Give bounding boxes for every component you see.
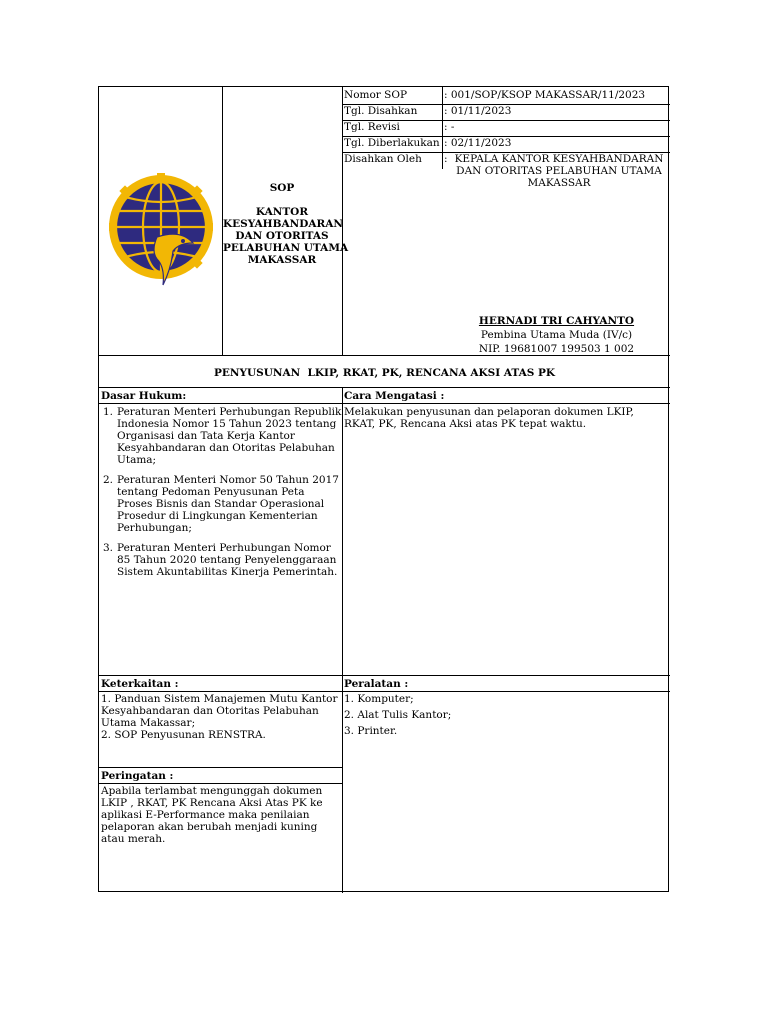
keterkaitan-line: 2. SOP Penyusunan RENSTRA. [101, 729, 266, 741]
peralatan-item: 3. Printer. [344, 725, 398, 737]
field-label-tgl-diberlakukan: Tgl. Diberlakukan [344, 137, 440, 149]
field-value-tgl-diberlakukan: : 02/11/2023 [444, 137, 512, 149]
keterkaitan-line: 1. Panduan Sistem Manajemen Mutu Kantor [101, 693, 338, 705]
field-value-tgl-disahkan: : 01/11/2023 [444, 105, 512, 117]
document-title: PENYUSUNAN LKIP, RKAT, PK, RENCANA AKSI ATAS PK [214, 367, 555, 379]
peringatan-line: aplikasi E-Performance maka penilaian [101, 809, 310, 821]
list-item: 2. Peraturan Menteri Nomor 50 Tahun 2017 tentang Pedoman Penyusunan Peta Proses Bisnis dan Standar Operasional Prosedur di Lingkungan Kementerian Perhubungan; [103, 474, 339, 534]
list-item: 1. Peraturan Menteri Perhubungan Republik Indonesia Nomor 15 Tahun 2023 tentang Organisasi dan Tata Kerja Kantor Kesyahbandaran dan Otoritas Pelabuhan Utama; [103, 406, 342, 466]
globe-eagle-icon [107, 173, 215, 293]
ministry-logo [107, 173, 215, 293]
peringatan-heading: Peringatan : [101, 770, 174, 782]
office-name-line: KESYAHBANDARAN [223, 218, 343, 230]
sop-label: SOP [269, 182, 295, 194]
keterkaitan-line: Kesyahbandaran dan Otoritas Pelabuhan [101, 705, 319, 717]
list-item: 3. Peraturan Menteri Perhubungan Nomor 85 Tahun 2020 tentang Penyelenggaraan Sistem Akuntabilitas Kinerja Pemerintah. [103, 542, 338, 578]
field-label-nomor-sop: Nomor SOP [344, 89, 408, 101]
signer-nip: NIP. 19681007 199503 1 002 [478, 343, 635, 355]
signer-name: HERNADI TRI CAHYANTO [478, 315, 635, 327]
divider [99, 675, 670, 676]
peralatan-heading: Peralatan : [344, 678, 409, 690]
keterkaitan-line: Utama Makassar; [101, 717, 196, 729]
divider [99, 783, 342, 784]
office-name-line: PELABUHAN UTAMA [223, 242, 349, 254]
signer-rank: Pembina Utama Muda (IV/c) [480, 329, 633, 341]
field-value-nomor-sop: : 001/SOP/KSOP MAKASSAR/11/2023 [444, 89, 646, 101]
peringatan-line: Apabila terlambat mengunggah dokumen [101, 785, 323, 797]
divider [99, 387, 670, 388]
approver-title-line: MAKASSAR [527, 177, 591, 189]
field-label-disahkan-oleh: Disahkan Oleh [344, 153, 422, 165]
field-value-tgl-revisi: : - [444, 121, 455, 133]
office-name-line: DAN OTORITAS [235, 230, 329, 242]
peralatan-item: 2. Alat Tulis Kantor; [344, 709, 452, 721]
divider [99, 403, 670, 404]
field-label-tgl-revisi: Tgl. Revisi [344, 121, 400, 133]
divider [99, 355, 670, 356]
divider [442, 87, 443, 169]
peringatan-line: pelaporan akan berubah menjadi kuning [101, 821, 318, 833]
keterkaitan-heading: Keterkaitan : [101, 678, 179, 690]
dasar-hukum-list [99, 406, 342, 578]
peralatan-item: 1. Komputer; [344, 693, 414, 705]
divider [342, 387, 343, 893]
approver-title-line: DAN OTORITAS PELABUHAN UTAMA [456, 165, 662, 177]
sop-document [98, 86, 669, 892]
cara-mengatasi-line: Melakukan penyusunan dan pelaporan dokumen LKIP, [344, 406, 634, 418]
divider [99, 767, 342, 768]
peringatan-line: LKIP , RKAT, PK Rencana Aksi Atas PK ke [101, 797, 323, 809]
office-name-line: MAKASSAR [247, 254, 317, 266]
field-label-tgl-disahkan: Tgl. Disahkan [344, 105, 418, 117]
divider [99, 691, 670, 692]
cara-mengatasi-line: RKAT, PK, Rencana Aksi atas PK tepat waktu. [344, 418, 587, 430]
field-value-disahkan-oleh: : [444, 153, 448, 165]
cara-mengatasi-heading: Cara Mengatasi : [344, 390, 445, 402]
approver-title-line: KEPALA KANTOR KESYAHBANDARAN [454, 153, 664, 165]
office-name-line: KANTOR [255, 206, 309, 218]
dasar-hukum-heading: Dasar Hukum: [101, 390, 187, 402]
peringatan-line: atau merah. [101, 833, 166, 845]
